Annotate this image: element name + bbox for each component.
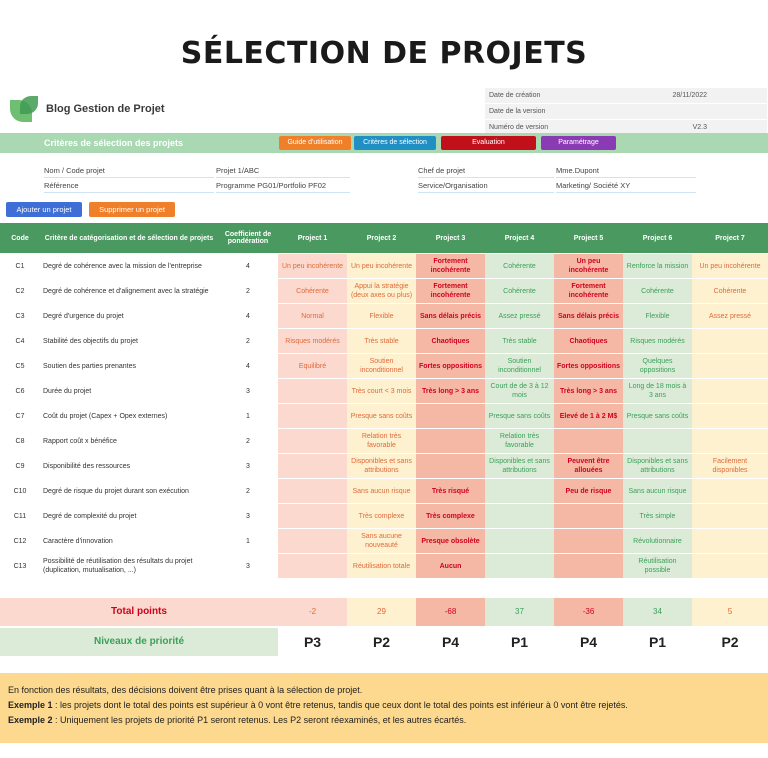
table-row — [0, 504, 768, 529]
evaluation-cell[interactable] — [692, 354, 768, 379]
tab-evaluation[interactable]: Evaluation — [441, 136, 536, 150]
evaluation-cell[interactable]: Cohérente — [485, 254, 554, 279]
criterion-label: Possibilité de réutilisation des résultats du projet (duplication, mutualisation, ...) — [40, 554, 218, 579]
criterion-code: C4 — [0, 329, 40, 354]
evaluation-cell[interactable]: Appui la stratégie (deux axes ou plus) — [347, 279, 416, 304]
evaluation-cell[interactable]: Cohérente — [485, 279, 554, 304]
tab-guide[interactable]: Guide d'utilisation — [279, 136, 351, 150]
evaluation-cell[interactable]: Facilement disponibles — [692, 454, 768, 479]
page-title: SÉLECTION DE PROJETS — [180, 36, 588, 71]
criterion-code: C9 — [0, 454, 40, 479]
evaluation-cell[interactable] — [692, 379, 768, 404]
evaluation-cell[interactable] — [692, 529, 768, 554]
evaluation-cell[interactable]: Cohérente — [278, 279, 347, 304]
service-label: Service/Organisation — [418, 179, 554, 193]
evaluation-cell[interactable]: Elevé de 1 à 2 M$ — [554, 404, 623, 429]
evaluation-cell[interactable] — [692, 404, 768, 429]
header-project-6: Project 6 — [623, 223, 692, 254]
evaluation-cell[interactable]: Long de 18 mois à 3 ans — [623, 379, 692, 404]
header-project-7: Project 7 — [692, 223, 768, 254]
criterion-weight: 3 — [218, 504, 278, 529]
evaluation-cell[interactable]: Un peu incohérente — [347, 254, 416, 279]
table-row — [0, 329, 768, 354]
evaluation-cell[interactable]: Relation très favorable — [485, 429, 554, 454]
version-metadata — [485, 88, 767, 136]
note-example-1: Exemple 1 : les projets dont le total des points est supérieur à 0 vont être retenus, tandis que ceux dont le total des points est inférieur à 0 vont être rejetés. — [8, 700, 628, 710]
header-criteria: Critère de catégorisation et de sélection de projets — [40, 223, 218, 254]
criterion-label: Durée du projet — [40, 379, 218, 404]
criterion-weight: 2 — [218, 479, 278, 504]
evaluation-cell[interactable]: Très complexe — [416, 504, 485, 529]
criterion-label: Disponibilité des ressources — [40, 454, 218, 479]
criterion-weight: 3 — [218, 379, 278, 404]
header-project-5: Project 5 — [554, 223, 623, 254]
evaluation-cell[interactable]: Fortement incohérente — [416, 279, 485, 304]
add-project-button[interactable]: Ajouter un projet — [6, 202, 82, 217]
criterion-weight: 3 — [218, 554, 278, 579]
evaluation-cell[interactable] — [278, 454, 347, 479]
evaluation-cell[interactable]: Très stable — [347, 329, 416, 354]
criterion-weight: 4 — [218, 354, 278, 379]
evaluation-cell[interactable]: Très long > 3 ans — [416, 379, 485, 404]
meta-row: Date de la version — [485, 104, 767, 120]
evaluation-cell[interactable] — [416, 404, 485, 429]
evaluation-cell[interactable]: Soutien inconditionnel — [485, 354, 554, 379]
note-example-2: Exemple 2 : Uniquement les projets de priorité P1 seront retenus. Les P2 seront réexaminés, et les autres écartés. — [8, 715, 467, 725]
evaluation-cell[interactable] — [554, 554, 623, 579]
name-field[interactable]: Projet 1/ABC — [216, 164, 350, 178]
evaluation-cell[interactable] — [278, 429, 347, 454]
priority-label: Niveaux de priorité — [0, 628, 278, 656]
criterion-weight: 1 — [218, 529, 278, 554]
evaluation-cell[interactable]: Chaotiques — [554, 329, 623, 354]
manager-field[interactable]: Mme.Dupont — [556, 164, 696, 178]
criterion-label: Degré d'urgence du projet — [40, 304, 218, 329]
evaluation-cell[interactable]: Flexible — [347, 304, 416, 329]
evaluation-cell[interactable]: Equilibré — [278, 354, 347, 379]
evaluation-cell[interactable] — [554, 504, 623, 529]
evaluation-cell[interactable]: Risques modérés — [278, 329, 347, 354]
evaluation-cell[interactable]: Réutilisation possible — [623, 554, 692, 579]
evaluation-cell[interactable]: Sans aucun risque — [347, 479, 416, 504]
evaluation-cell[interactable] — [485, 479, 554, 504]
name-label: Nom / Code projet — [44, 164, 214, 178]
table-row — [0, 529, 768, 554]
table-row — [0, 304, 768, 329]
evaluation-cell[interactable]: Révolutionnaire — [623, 529, 692, 554]
priority-value: P2 — [372, 634, 391, 650]
criterion-label: Degré de risque du projet durant son exécution — [40, 479, 218, 504]
evaluation-cell[interactable]: Un peu incohérente — [278, 254, 347, 279]
evaluation-cell[interactable]: Sans aucune nouveauté — [347, 529, 416, 554]
evaluation-cell[interactable] — [278, 554, 347, 579]
priority-row — [0, 628, 768, 656]
table-header-row — [0, 223, 768, 254]
evaluation-cell[interactable]: Très risqué — [416, 479, 485, 504]
evaluation-cell[interactable] — [485, 504, 554, 529]
evaluation-cell[interactable]: Très simple — [623, 504, 692, 529]
criterion-code: C5 — [0, 354, 40, 379]
priority-value: P1 — [648, 634, 667, 650]
evaluation-cell[interactable]: Soutien inconditionnel — [347, 354, 416, 379]
evaluation-cell[interactable]: Cohérente — [623, 279, 692, 304]
logo — [10, 94, 165, 124]
meta-row: Numéro de version V2.3 — [485, 120, 767, 136]
evaluation-cell[interactable]: Aucun — [416, 554, 485, 579]
header-project-1: Project 1 — [278, 223, 347, 254]
criterion-code: C11 — [0, 504, 40, 529]
evaluation-cell[interactable]: Relation très favorable — [347, 429, 416, 454]
priority-value: P3 — [303, 634, 322, 650]
criterion-weight: 2 — [218, 329, 278, 354]
evaluation-cell[interactable] — [692, 429, 768, 454]
evaluation-cell[interactable]: Fortement incohérente — [416, 254, 485, 279]
table-row — [0, 404, 768, 429]
evaluation-cell[interactable]: Quelques oppositions — [623, 354, 692, 379]
evaluation-cell[interactable] — [485, 529, 554, 554]
criterion-weight: 4 — [218, 254, 278, 279]
evaluation-cell[interactable] — [692, 504, 768, 529]
table-row — [0, 354, 768, 379]
evaluation-cell[interactable] — [416, 429, 485, 454]
evaluation-cell[interactable]: Sans délais précis — [416, 304, 485, 329]
criterion-code: C12 — [0, 529, 40, 554]
evaluation-cell[interactable] — [278, 504, 347, 529]
evaluation-cell[interactable]: Fortes oppositions — [416, 354, 485, 379]
criteria-table — [0, 223, 768, 579]
service-field[interactable]: Marketing/ Société XY — [556, 179, 696, 193]
priority-value: P4 — [579, 634, 598, 650]
evaluation-cell[interactable]: Risques modérés — [623, 329, 692, 354]
criterion-label: Coût du projet (Capex + Opex externes) — [40, 404, 218, 429]
tab-settings[interactable]: Paramétrage — [541, 136, 616, 150]
header-project-2: Project 2 — [347, 223, 416, 254]
table-row — [0, 279, 768, 304]
evaluation-cell[interactable] — [692, 554, 768, 579]
evaluation-cell[interactable]: Chaotiques — [416, 329, 485, 354]
header-weight: Coefficient de pondération — [218, 223, 278, 254]
manager-label: Chef de projet — [418, 164, 554, 178]
evaluation-cell[interactable]: Sans délais précis — [554, 304, 623, 329]
criterion-code: C6 — [0, 379, 40, 404]
evaluation-cell[interactable]: Presque obsolète — [416, 529, 485, 554]
priority-value: P4 — [441, 634, 460, 650]
table-row — [0, 429, 768, 454]
reference-label: Référence — [44, 179, 214, 193]
reference-field[interactable]: Programme PG01/Portfolio PF02 — [216, 179, 350, 193]
table-row — [0, 454, 768, 479]
table-row — [0, 379, 768, 404]
criterion-label: Soutien des parties prenantes — [40, 354, 218, 379]
logo-text: Blog Gestion de Projet — [46, 103, 165, 115]
section-label: Critères de sélection des projets — [44, 138, 184, 148]
evaluation-cell[interactable] — [416, 454, 485, 479]
evaluation-cell[interactable]: Très court < 3 mois — [347, 379, 416, 404]
decision-note — [0, 673, 768, 743]
evaluation-cell[interactable] — [278, 529, 347, 554]
evaluation-cell[interactable]: Sans aucun risque — [623, 479, 692, 504]
tab-criteria[interactable]: Critères de sélection — [354, 136, 436, 150]
total-points-label: Total points — [0, 598, 278, 626]
criterion-weight: 1 — [218, 404, 278, 429]
evaluation-cell[interactable] — [623, 429, 692, 454]
total-points-value: 29 — [347, 598, 416, 626]
criterion-code: C2 — [0, 279, 40, 304]
criterion-label: Degré de cohérence et d'alignement avec la stratégie — [40, 279, 218, 304]
evaluation-cell[interactable]: Fortes oppositions — [554, 354, 623, 379]
evaluation-cell[interactable] — [692, 479, 768, 504]
delete-project-button[interactable]: Supprimer un projet — [89, 202, 175, 217]
evaluation-cell[interactable]: Renforce la mission — [623, 254, 692, 279]
evaluation-cell[interactable] — [692, 329, 768, 354]
total-points-value: 37 — [485, 598, 554, 626]
evaluation-cell[interactable] — [485, 554, 554, 579]
criterion-code: C10 — [0, 479, 40, 504]
evaluation-cell[interactable]: Assez pressé — [485, 304, 554, 329]
criterion-code: C7 — [0, 404, 40, 429]
priority-value: P2 — [721, 634, 739, 650]
criterion-weight: 2 — [218, 429, 278, 454]
header-project-3: Project 3 — [416, 223, 485, 254]
table-row — [0, 254, 768, 279]
total-points-value: -36 — [554, 598, 623, 626]
criterion-code: C8 — [0, 429, 40, 454]
evaluation-cell[interactable]: Presque sans coûts — [623, 404, 692, 429]
evaluation-cell[interactable] — [278, 379, 347, 404]
total-points-value: 34 — [623, 598, 692, 626]
header-project-4: Project 4 — [485, 223, 554, 254]
evaluation-cell[interactable]: Fortement incohérente — [554, 279, 623, 304]
evaluation-cell[interactable] — [278, 479, 347, 504]
criterion-label: Rapport coût x bénéfice — [40, 429, 218, 454]
criterion-label: Caractère d'innovation — [40, 529, 218, 554]
evaluation-cell[interactable]: Disponibles et sans attributions — [485, 454, 554, 479]
criterion-weight: 4 — [218, 304, 278, 329]
total-points-row — [0, 598, 768, 626]
evaluation-cell[interactable] — [278, 404, 347, 429]
total-points-value: 5 — [692, 598, 768, 626]
evaluation-cell[interactable]: Normal — [278, 304, 347, 329]
total-points-value: -2 — [278, 598, 347, 626]
criterion-label: Degré de complexité du projet — [40, 504, 218, 529]
criterion-label: Degré de cohérence avec la mission de l'entreprise — [40, 254, 218, 279]
evaluation-cell[interactable]: Un peu incohérente — [554, 254, 623, 279]
header-code: Code — [0, 223, 40, 254]
criterion-weight: 3 — [218, 454, 278, 479]
table-row — [0, 554, 768, 579]
criterion-code: C3 — [0, 304, 40, 329]
evaluation-cell[interactable]: Réutilisation totale — [347, 554, 416, 579]
criterion-weight: 2 — [218, 279, 278, 304]
leaf-logo-icon — [10, 94, 40, 124]
evaluation-cell[interactable]: Disponibles et sans attributions — [623, 454, 692, 479]
note-line-1: En fonction des résultats, des décisions doivent être prises quant à la sélection de projet. — [8, 685, 363, 695]
evaluation-cell[interactable]: Très complexe — [347, 504, 416, 529]
evaluation-cell[interactable]: Peu de risque — [554, 479, 623, 504]
evaluation-cell[interactable]: Très long > 3 ans — [554, 379, 623, 404]
evaluation-cell[interactable]: Presque sans coûts — [347, 404, 416, 429]
evaluation-cell[interactable] — [554, 529, 623, 554]
criterion-code: C1 — [0, 254, 40, 279]
evaluation-cell[interactable]: Peuvent être allouées — [554, 454, 623, 479]
meta-row: Date de création 28/11/2022 — [485, 88, 767, 104]
evaluation-cell[interactable]: Presque sans coûts — [485, 404, 554, 429]
table-row — [0, 479, 768, 504]
evaluation-cell[interactable]: Flexible — [623, 304, 692, 329]
evaluation-cell[interactable] — [554, 429, 623, 454]
total-points-value: -68 — [416, 598, 485, 626]
criterion-code: C13 — [0, 554, 40, 579]
criterion-label: Stabilité des objectifs du projet — [40, 329, 218, 354]
evaluation-cell[interactable]: Court de de 3 à 12 mois — [485, 379, 554, 404]
evaluation-cell[interactable]: Assez pressé — [692, 304, 768, 329]
priority-value: P1 — [510, 634, 529, 650]
evaluation-cell[interactable]: Un peu incohérente — [692, 254, 768, 279]
evaluation-cell[interactable]: Très stable — [485, 329, 554, 354]
evaluation-cell[interactable]: Disponibles et sans attributions — [347, 454, 416, 479]
evaluation-cell[interactable]: Cohérente — [692, 279, 768, 304]
